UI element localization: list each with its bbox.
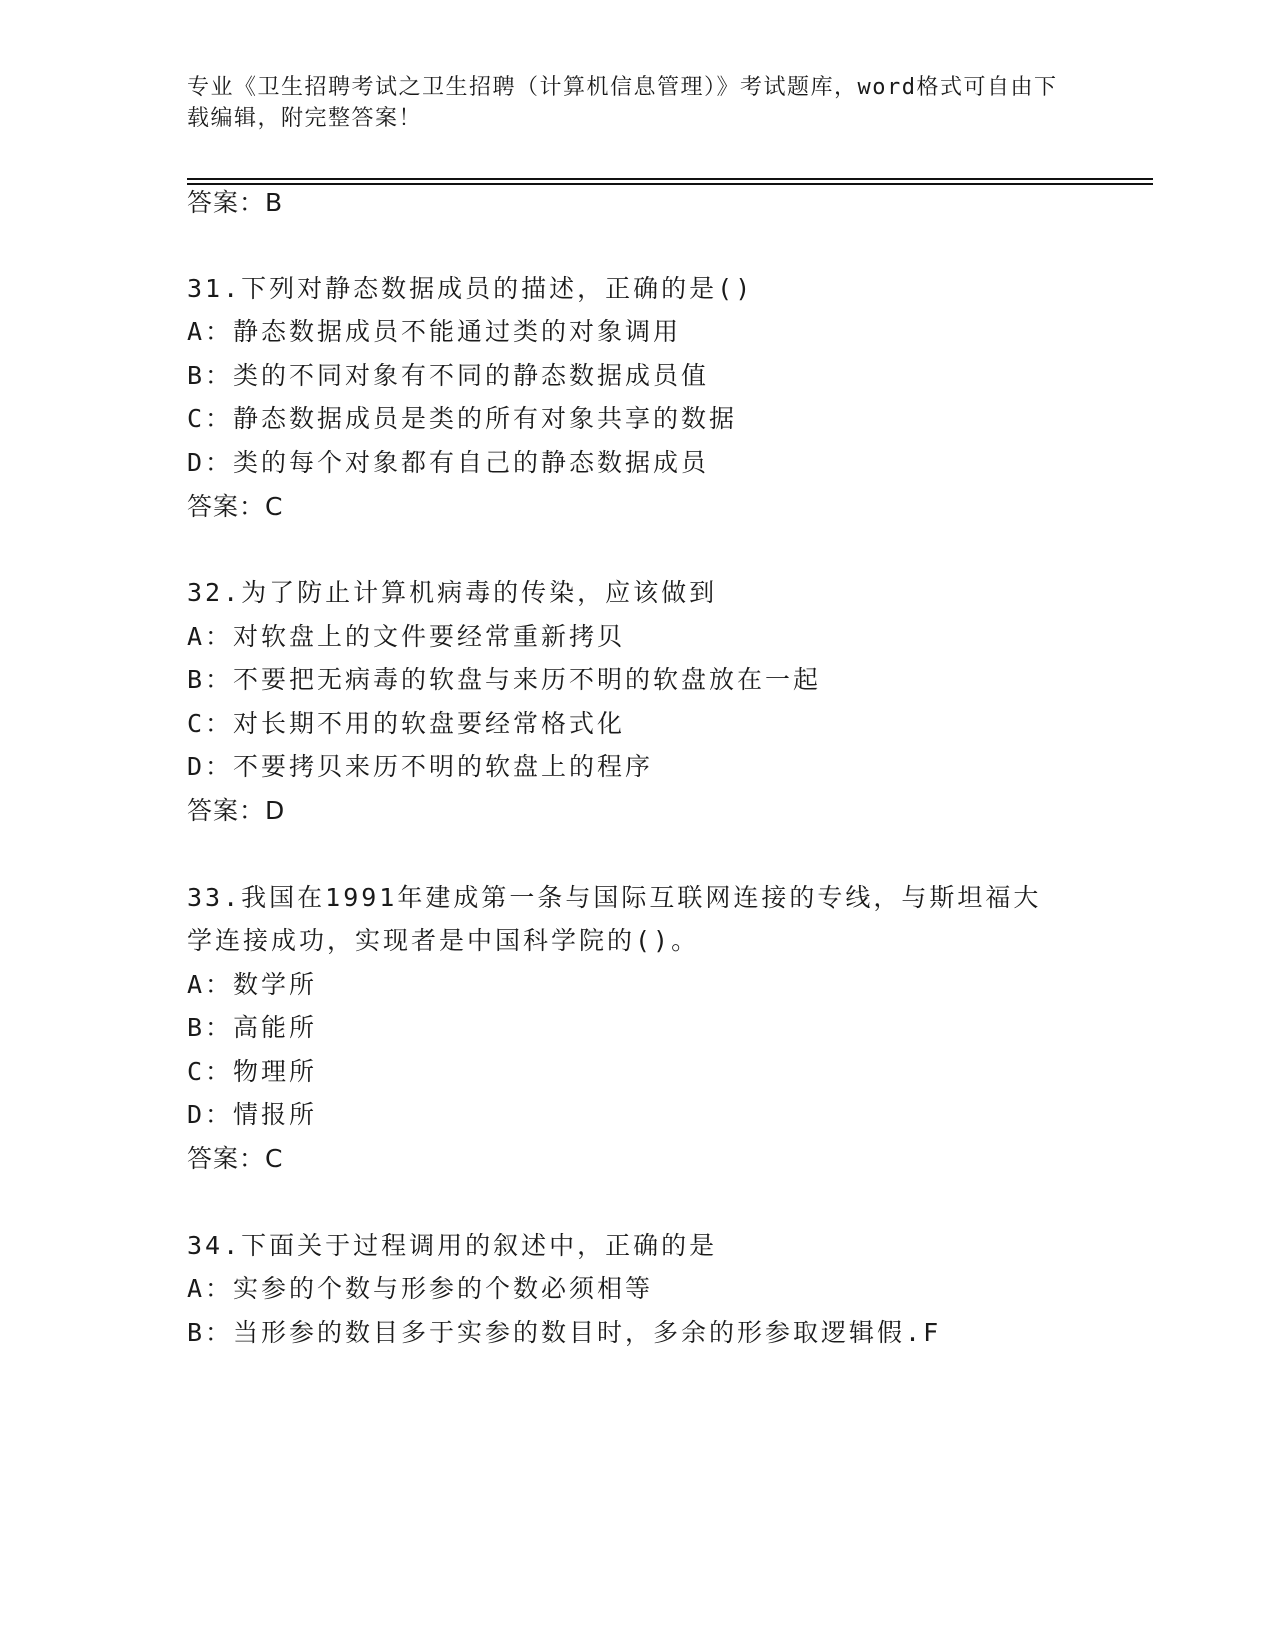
question-31-option-b: B：类的不同对象有不同的静态数据成员值 <box>187 361 710 390</box>
question-32-option-c: C：对长期不用的软盘要经常格式化 <box>187 709 626 738</box>
question-33-option-c: C：物理所 <box>187 1057 318 1086</box>
document-header: 专业《卫生招聘考试之卫生招聘（计算机信息管理）》考试题库，word格式可自由下载编辑，附完整答案！ <box>187 75 1058 131</box>
question-32-option-a: A：对软盘上的文件要经常重新拷贝 <box>187 622 626 651</box>
question-33-stem-line-2: 学连接成功，实现者是中国科学院的()。 <box>187 926 700 955</box>
question-34-option-b: B：当形参的数目多于实参的数目时，多余的形参取逻辑假.F <box>187 1318 942 1347</box>
question-33-stem-line-1: 33.我国在1991年建成第一条与国际互联网连接的专线，与斯坦福大 <box>187 883 1042 912</box>
question-32-answer: 答案：D <box>187 796 286 825</box>
question-31-option-d: D：类的每个对象都有自己的静态数据成员 <box>187 448 710 477</box>
header-rule-top <box>187 178 1153 180</box>
header-rule-bottom <box>187 183 1153 185</box>
question-32-option-d: D：不要拷贝来历不明的软盘上的程序 <box>187 752 654 781</box>
question-31-option-a: A：静态数据成员不能通过类的对象调用 <box>187 317 682 346</box>
question-33-option-b: B：高能所 <box>187 1013 318 1042</box>
question-34-option-a: A：实参的个数与形参的个数必须相等 <box>187 1274 654 1303</box>
question-34-stem: 34.下面关于过程调用的叙述中，正确的是 <box>187 1231 718 1260</box>
previous-answer: 答案：B <box>187 188 284 217</box>
question-32-stem: 32.为了防止计算机病毒的传染，应该做到 <box>187 578 718 607</box>
question-33-answer: 答案：C <box>187 1144 284 1173</box>
question-31-option-c: C：静态数据成员是类的所有对象共享的数据 <box>187 404 738 433</box>
question-33-option-a: A：数学所 <box>187 970 318 999</box>
question-32-option-b: B：不要把无病毒的软盘与来历不明的软盘放在一起 <box>187 665 822 694</box>
question-31-answer: 答案：C <box>187 492 284 521</box>
question-33-option-d: D：情报所 <box>187 1100 318 1129</box>
question-31-stem: 31.下列对静态数据成员的描述，正确的是() <box>187 274 754 303</box>
